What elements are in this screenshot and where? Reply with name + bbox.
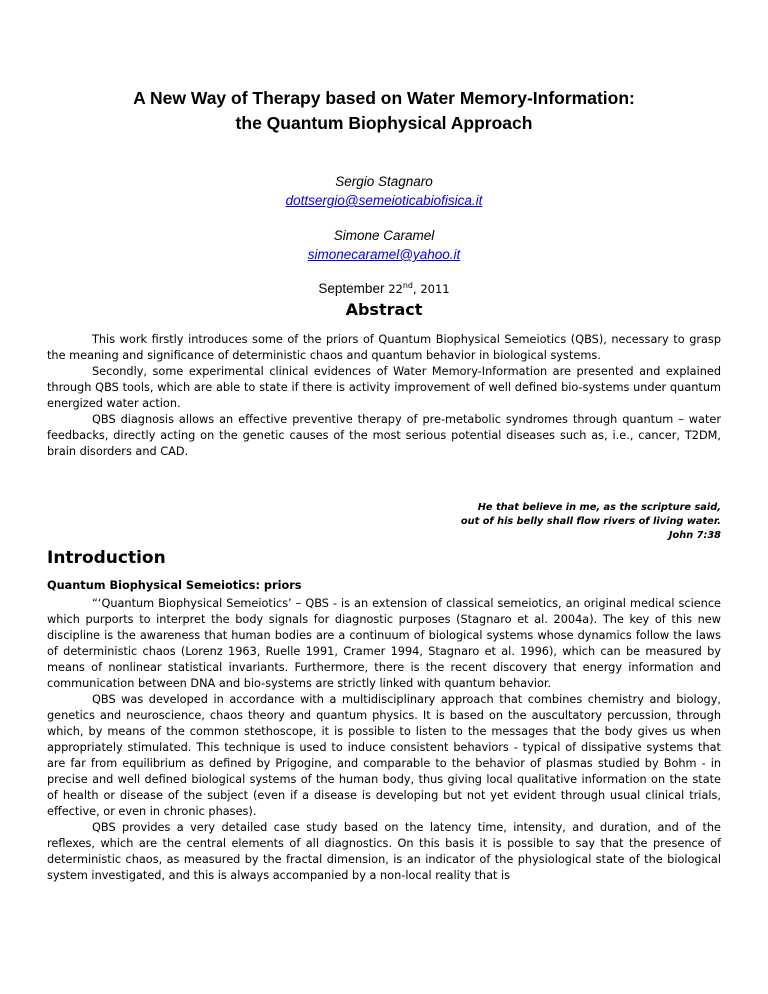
epigraph-quote: [321, 501, 721, 543]
quote-citation: John 7:38: [668, 530, 721, 541]
date-day-suffix: nd: [402, 281, 414, 290]
abstract-paragraph: QBS diagnosis allows an effective preventive therapy of pre-metabolic syndromes through quantum – water feedbacks, directly acting on the genetic causes of the most serious potential diseases such as, i.e., cancer, T2DM, brain disorders and CAD.: [47, 413, 721, 458]
date-month: September: [318, 280, 385, 296]
intro-paragraph: QBS provides a very detailed case study based on the latency time, intensity, and duration, and of the reflexes, which are the central elements of all diagnostics. On this basis it is possible to say that the presence of deterministic chaos, as measured by the fractal dimension, is an indicator of the physiological state of the biological system investigated, and this is always accompanied by a non-local reality that is: [47, 821, 721, 882]
author-email-2-wrap: [40, 245, 728, 264]
date-year: , 2011: [413, 281, 450, 296]
intro-paragraph: “‘Quantum Biophysical Semeiotics’ – QBS - is an extension of classical semeiotics, an original medical science which purports to interpret the body signals for diagnostic purposes (Stagnaro et al. 2004a). The key of this new discipline is the awareness that human bodies are a continuum of biological systems whose dynamics follow the laws of deterministic chaos (Lorenz 1963, Ruelle 1991, Cramer 1994, Stagnaro et al. 1996), which can be measured by means of nonlinear statistical invariants. Furthermore, there is the recent discovery that energy information and communication between DNA and bio-systems are strictly linked with quantum behavior.: [47, 597, 721, 690]
abstract-paragraph: This work firstly introduces some of the priors of Quantum Biophysical Semeiotics (QBS), necessary to grasp the meaning and significance of deterministic chaos and quantum behavior in biological systems.: [47, 333, 721, 362]
quote-line: out of his belly shall flow rivers of living water.: [460, 516, 721, 527]
introduction-subheading: Quantum Biophysical Semeiotics: priors: [47, 579, 302, 592]
intro-paragraph: QBS was developed in accordance with a multidisciplinary approach that combines chemistry and biology, genetics and neuroscience, chaos theory and quantum physics. It is based on the auscultatory percussion, through which, by means of the common stethoscope, it is possible to listen to the messages that the body gives us when appropriately stimulated. This technique is used to induce consistent behaviors - typical of dissipative systems that are far from equilibrium as defined by Prigogine, and comparable to the behavior of plasmas studied by Bohm - in precise and well defined biological systems of the human body, thus giving local qualitative information on the state of health or disease of the subject (even if a disease is developing but not yet evident through usual clinical trials, effective, or even in chronic phases).: [47, 693, 721, 818]
introduction-body: [47, 596, 721, 884]
date-day: 22nd, 2011: [388, 281, 450, 296]
author-email-2[interactable]: simonecaramel@yahoo.it: [307, 247, 461, 262]
abstract-body: [47, 332, 721, 460]
abstract-paragraph: Secondly, some experimental clinical evidences of Water Memory-Information are presented and explained through QBS tools, which are able to state if there is activity improvement of well defined bio-systems under quantum energized water action.: [47, 365, 721, 410]
author-email-1[interactable]: dottsergio@semeioticabiofisica.it: [285, 193, 483, 208]
author-email-1-wrap: [40, 191, 728, 210]
quote-line: He that believe in me, as the scripture said,: [477, 502, 721, 513]
author-name-1: Sergio Stagnaro: [335, 174, 433, 189]
introduction-heading: Introduction: [47, 548, 166, 568]
paper-title-line-2: the Quantum Biophysical Approach: [235, 113, 533, 133]
abstract-heading: Abstract: [345, 300, 423, 319]
author-name-2: Simone Caramel: [333, 228, 435, 243]
paper-title-line-1: A New Way of Therapy based on Water Memory-Information:: [133, 88, 635, 108]
publication-date: [40, 276, 728, 299]
